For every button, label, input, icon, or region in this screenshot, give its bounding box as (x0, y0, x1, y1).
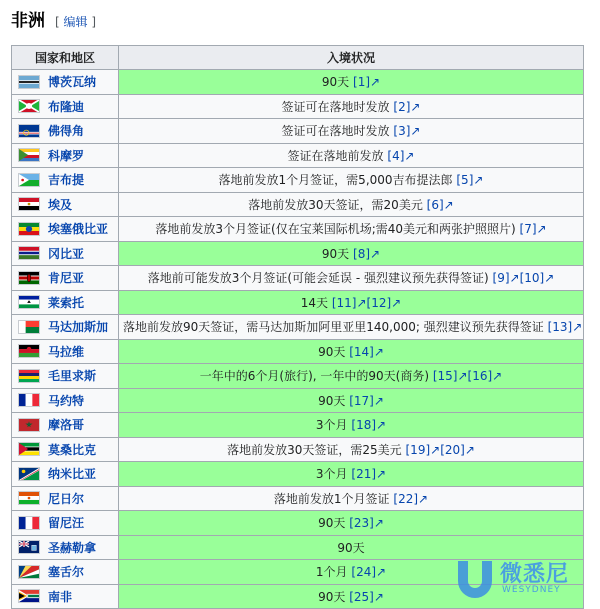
country-cell (12, 437, 119, 462)
status-text: 3个月 (315, 418, 348, 433)
country-link[interactable]: 埃及 (48, 197, 73, 212)
edit-section-link-wrapper (55, 13, 96, 30)
reference-links[interactable]: [6]↗ (426, 197, 454, 212)
status-cell (119, 364, 584, 389)
table-row (12, 94, 584, 119)
lesotho-flag-icon (18, 295, 40, 309)
country-link[interactable]: 尼日尔 (48, 491, 85, 506)
country-link[interactable]: 马拉维 (48, 344, 85, 359)
status-text: 90天 (337, 540, 365, 555)
country-cell (12, 364, 119, 389)
status-text: 90天 (318, 344, 346, 359)
reference-links[interactable]: [14]↗ (349, 344, 384, 359)
status-cell (119, 437, 584, 462)
reference-links[interactable]: [18]↗ (351, 418, 387, 433)
reference-links[interactable]: [19]↗[20]↗ (405, 442, 475, 457)
table-row (12, 168, 584, 193)
madagascar-flag-icon (18, 320, 40, 334)
reunion-flag-icon (18, 516, 40, 530)
status-text: 90天 (318, 589, 346, 604)
country-link[interactable]: 冈比亚 (48, 246, 85, 261)
status-cell (119, 511, 584, 536)
niger-flag-icon (18, 491, 40, 505)
saint-helena-flag-icon (18, 540, 40, 554)
edit-bracket-close: ] (91, 15, 97, 29)
table-row (12, 315, 584, 340)
status-cell (119, 241, 584, 266)
table-row (12, 290, 584, 315)
country-cell (12, 511, 119, 536)
morocco-flag-icon (18, 418, 40, 432)
status-cell (119, 339, 584, 364)
country-cell (12, 413, 119, 438)
mayotte-flag-icon (18, 393, 40, 407)
country-cell (12, 535, 119, 560)
section-heading (11, 6, 96, 34)
status-cell (119, 413, 584, 438)
mauritius-flag-icon (18, 369, 40, 383)
country-link[interactable]: 博茨瓦纳 (48, 75, 97, 90)
reference-links[interactable]: [1]↗ (353, 75, 381, 90)
section-title: 非洲 (11, 11, 45, 31)
reference-links[interactable]: [3]↗ (393, 124, 421, 139)
country-cell (12, 217, 119, 242)
watermark-u-icon (452, 555, 498, 601)
country-cell (12, 119, 119, 144)
kenya-flag-icon (18, 271, 40, 285)
edit-bracket-open: [ (55, 15, 60, 29)
table-row (12, 217, 584, 242)
watermark-logo (452, 555, 592, 603)
status-text: 落地前发放3个月签证(仅在宝莱国际机场;需40美元和两张护照照片) (155, 222, 516, 237)
header-country: 国家和地区 (12, 46, 119, 70)
status-text: 落地前发放30天签证，需25美元 (227, 442, 402, 457)
table-row (12, 511, 584, 536)
comoros-flag-icon (18, 148, 40, 162)
table-row (12, 364, 584, 389)
country-cell (12, 388, 119, 413)
country-cell (12, 241, 119, 266)
table-row (12, 70, 584, 95)
country-link[interactable]: 留尼汪 (48, 516, 85, 531)
table-row (12, 462, 584, 487)
table-row (12, 119, 584, 144)
table-row (12, 437, 584, 462)
status-text: 90天 (318, 516, 346, 531)
country-link[interactable]: 莫桑比克 (48, 442, 97, 457)
reference-links[interactable]: [15]↗[16]↗ (432, 369, 503, 384)
status-cell (119, 143, 584, 168)
country-link[interactable]: 莱索托 (48, 295, 85, 310)
reference-links[interactable]: [5]↗ (456, 173, 484, 188)
country-link[interactable]: 毛里求斯 (48, 369, 97, 384)
country-link[interactable]: 圣赫勒拿 (48, 540, 97, 555)
country-cell (12, 560, 119, 585)
reference-links[interactable]: [11]↗[12]↗ (331, 295, 402, 310)
country-cell (12, 70, 119, 95)
status-text: 3个月 (315, 467, 348, 482)
watermark-subtext: WESYDNEY (502, 585, 561, 595)
reference-links[interactable]: [2]↗ (393, 99, 421, 114)
table-row (12, 339, 584, 364)
country-link[interactable]: 布隆迪 (48, 99, 85, 114)
status-cell (119, 462, 584, 487)
country-link[interactable]: 摩洛哥 (48, 418, 85, 433)
reference-links[interactable]: [23]↗ (349, 516, 384, 531)
country-cell (12, 290, 119, 315)
reference-links[interactable]: [25]↗ (349, 589, 384, 604)
egypt-flag-icon (18, 197, 40, 211)
edit-section-link[interactable]: 编辑 (63, 15, 88, 29)
table-body (12, 70, 584, 609)
reference-links[interactable]: [13]↗ (547, 320, 583, 335)
gambia-flag-icon (18, 246, 40, 260)
status-text: 签证可在落地时发放 (281, 99, 390, 114)
country-link[interactable]: 佛得角 (48, 124, 85, 139)
country-cell (12, 94, 119, 119)
reference-links[interactable]: [4]↗ (387, 148, 415, 163)
seychelles-flag-icon (18, 565, 40, 579)
status-text: 落地前发放90天签证，需马达加斯加阿里亚里140,000; 强烈建议预先获得签证 (123, 320, 544, 335)
reference-links[interactable]: [24]↗ (351, 565, 387, 580)
status-text: 90天 (321, 75, 350, 90)
ethiopia-flag-icon (18, 222, 40, 236)
country-link[interactable]: 科摩罗 (48, 148, 85, 163)
country-cell (12, 143, 119, 168)
country-link[interactable]: 纳米比亚 (48, 467, 97, 482)
south-africa-flag-icon (18, 589, 40, 603)
status-cell (119, 119, 584, 144)
reference-links[interactable]: [8]↗ (353, 246, 381, 261)
status-cell (119, 266, 584, 291)
header-status: 入境状况 (119, 46, 584, 70)
status-text: 签证在落地前发放 (287, 148, 384, 163)
country-link[interactable]: 南非 (48, 589, 73, 604)
country-link[interactable]: 埃塞俄比亚 (48, 222, 109, 237)
watermark-text: 微悉尼 (500, 562, 570, 587)
status-cell (119, 217, 584, 242)
malawi-flag-icon (18, 344, 40, 358)
table-row (12, 413, 584, 438)
status-text: 落地前可能发放3个月签证(可能会延误 - 强烈建议预先获得签证) (147, 271, 489, 286)
reference-links[interactable]: [22]↗ (393, 491, 429, 506)
table-header-row (12, 46, 584, 70)
status-text: 90天 (318, 393, 346, 408)
table-row (12, 143, 584, 168)
botswana-flag-icon (18, 75, 40, 89)
status-text: 签证可在落地时发放 (281, 124, 390, 139)
country-link[interactable]: 马约特 (48, 393, 85, 408)
country-cell (12, 315, 119, 340)
table-row (12, 241, 584, 266)
table-row (12, 266, 584, 291)
status-text: 90天 (321, 246, 350, 261)
country-cell (12, 486, 119, 511)
country-link[interactable]: 肯尼亚 (48, 271, 85, 286)
status-text: 落地前发放30天签证，需20美元 (248, 197, 423, 212)
reference-links[interactable]: [9]↗[10]↗ (492, 271, 555, 286)
djibouti-flag-icon (18, 173, 40, 187)
status-cell (119, 290, 584, 315)
status-cell (119, 486, 584, 511)
country-cell (12, 584, 119, 609)
status-text: 1个月 (315, 565, 348, 580)
country-cell (12, 462, 119, 487)
table-row (12, 388, 584, 413)
status-cell (119, 388, 584, 413)
status-cell (119, 192, 584, 217)
reference-links[interactable]: [21]↗ (351, 467, 387, 482)
status-text: 一年中的6个月(旅行), 一年中的90天(商务) (199, 369, 430, 384)
country-cell (12, 192, 119, 217)
country-cell (12, 168, 119, 193)
reference-links[interactable]: [17]↗ (349, 393, 384, 408)
status-cell (119, 168, 584, 193)
status-cell (119, 315, 584, 340)
table-row (12, 192, 584, 217)
reference-links[interactable]: [7]↗ (519, 222, 547, 237)
country-cell (12, 266, 119, 291)
visa-table (11, 45, 584, 609)
mozambique-flag-icon (18, 442, 40, 456)
status-text: 落地前发放1个月签证 (273, 491, 390, 506)
status-cell (119, 94, 584, 119)
country-link[interactable]: 吉布提 (48, 173, 85, 188)
cape-verde-flag-icon (18, 124, 40, 138)
status-cell (119, 70, 584, 95)
country-cell (12, 339, 119, 364)
country-link[interactable]: 马达加斯加 (48, 320, 109, 335)
burundi-flag-icon (18, 99, 40, 113)
table-row (12, 486, 584, 511)
status-text: 落地前发放1个月签证，需5,000吉布提法郎 (218, 173, 453, 188)
status-text: 14天 (300, 295, 329, 310)
namibia-flag-icon (18, 467, 40, 481)
country-link[interactable]: 塞舌尔 (48, 565, 85, 580)
